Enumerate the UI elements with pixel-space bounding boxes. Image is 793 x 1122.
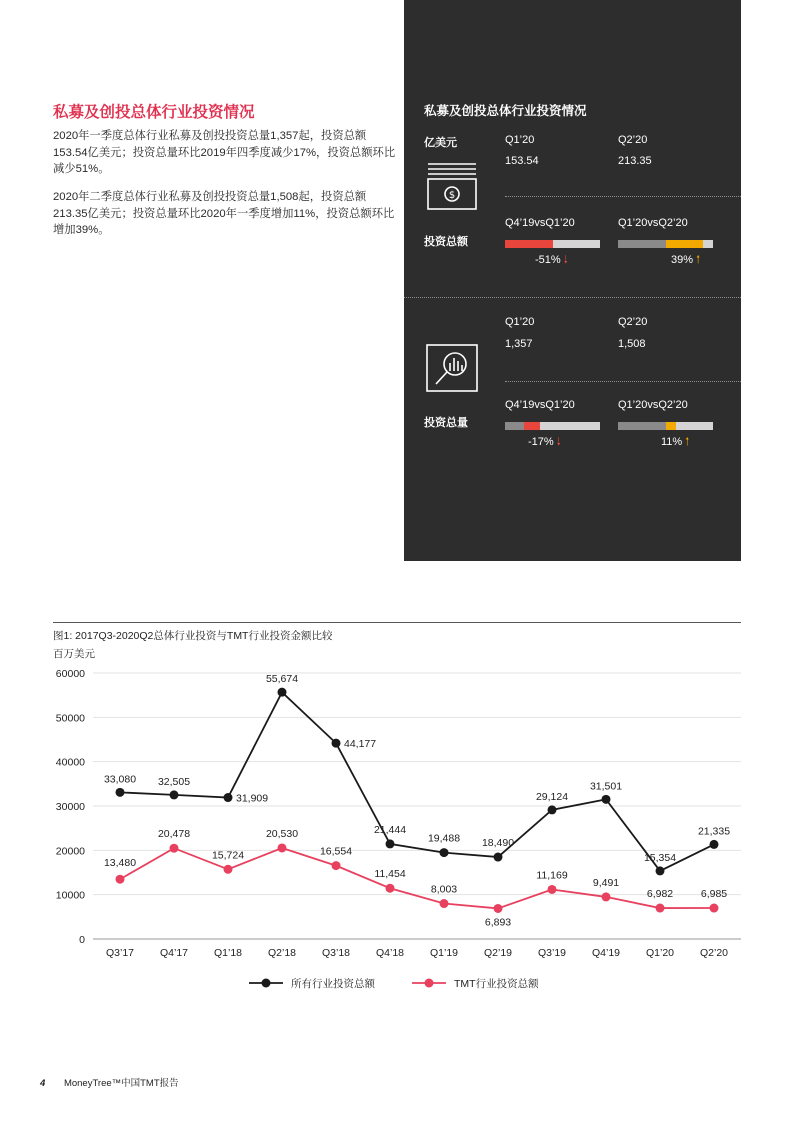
data-label: 16,554	[319, 845, 353, 858]
count-cmp2-pct: 11%	[661, 436, 683, 448]
arrow-down-icon: 🠓	[563, 254, 568, 266]
section-title: 私募及创投总体行业投资情况	[53, 104, 255, 121]
data-point	[710, 904, 719, 913]
x-tick-label: Q2’19	[483, 947, 513, 959]
x-tick-label: Q3’19	[537, 947, 567, 959]
amount-unit: 亿美元	[424, 137, 457, 149]
count-q1-value: 1,357	[505, 338, 533, 350]
data-label: 19,488	[427, 832, 461, 845]
data-point	[548, 805, 557, 814]
paragraph-q2: 2020年二季度总体行业私募及创投投资总量1,508起，投资总额213.35亿美元；投资总量环比2020年一季度增加11%，投资总额环比增加39%。	[53, 191, 395, 236]
y-tick-label: 40000	[55, 756, 85, 769]
legend-marker	[262, 979, 271, 988]
data-point	[116, 788, 125, 797]
x-tick-label: Q1’18	[213, 947, 243, 959]
y-tick-label: 10000	[55, 889, 85, 902]
data-point	[656, 866, 665, 875]
footer	[40, 1075, 179, 1089]
amount-cmp1-pct: -51%	[535, 254, 561, 266]
data-label: 29,124	[535, 790, 569, 803]
data-point	[548, 885, 557, 894]
y-tick-label: 20000	[55, 845, 85, 858]
data-point	[494, 904, 503, 913]
data-label: 15,354	[643, 851, 677, 864]
count-label: 投资总量	[424, 417, 468, 429]
page-number: 4	[40, 1078, 46, 1089]
x-tick-label: Q3’17	[105, 947, 135, 959]
count-cmp1-pct: -17%	[528, 436, 554, 448]
arrow-up-icon: 🠑	[696, 254, 701, 266]
data-point	[170, 790, 179, 799]
data-point	[278, 688, 287, 697]
data-label: 6,985	[700, 888, 728, 901]
legend-label: 所有行业投资总额	[291, 978, 375, 990]
data-label: 31,909	[236, 792, 269, 805]
x-tick-label: Q4’18	[375, 947, 405, 959]
legend-label: TMT行业投资总额	[454, 978, 539, 990]
data-label: 32,505	[157, 775, 191, 788]
data-point	[278, 843, 287, 852]
amount-q2-value: 213.35	[618, 155, 652, 167]
data-label: 6,982	[646, 888, 674, 901]
count-cmp1-label: Q4’19vsQ1’20	[505, 399, 575, 411]
amount-q1-value: 153.54	[505, 155, 539, 167]
count-q1-label: Q1’20	[505, 316, 535, 328]
amount-q1-label: Q1’20	[505, 134, 535, 146]
data-label: 31,501	[589, 780, 623, 793]
data-point	[386, 839, 395, 848]
data-point	[224, 793, 233, 802]
data-point	[116, 875, 125, 884]
data-point	[332, 861, 341, 870]
data-point	[440, 848, 449, 857]
y-tick-label: 50000	[55, 712, 85, 725]
legend-marker	[425, 979, 434, 988]
data-point	[386, 884, 395, 893]
x-tick-label: Q4’17	[159, 947, 189, 959]
figure-unit: 百万美元	[53, 648, 95, 660]
data-label: 15,724	[211, 849, 245, 862]
count-q2-label: Q2’20	[618, 316, 648, 328]
series-line	[120, 692, 714, 871]
data-label: 11,454	[374, 868, 406, 881]
data-label: 8,003	[430, 883, 458, 896]
footer-text: MoneyTree™中国TMT报告	[63, 1078, 179, 1089]
data-point	[494, 853, 503, 862]
figure-title: 图1: 2017Q3-2020Q2总体行业投资与TMT行业投资金额比较	[53, 630, 333, 642]
data-label: 18,490	[481, 837, 515, 850]
data-point	[710, 840, 719, 849]
data-point	[440, 899, 449, 908]
data-point	[602, 892, 611, 901]
count-q2-value: 1,508	[618, 338, 646, 350]
data-label: 44,177	[344, 738, 377, 751]
data-label: 13,480	[103, 857, 137, 870]
x-tick-label: Q1’20	[645, 947, 675, 959]
data-point	[656, 904, 665, 913]
data-label: 55,674	[265, 673, 299, 686]
data-label: 6,893	[484, 916, 512, 929]
amount-cmp1-label: Q4’19vsQ1’20	[505, 217, 575, 229]
data-label: 33,080	[103, 773, 137, 786]
arrow-down-icon: 🠓	[556, 436, 561, 448]
amount-cmp2-label: Q1’20vsQ2’20	[618, 217, 688, 229]
data-point	[332, 739, 341, 748]
y-tick-label: 30000	[55, 801, 85, 813]
data-point	[170, 844, 179, 853]
x-tick-label: Q2’18	[267, 947, 297, 959]
x-tick-label: Q2’20	[699, 947, 729, 959]
arrow-up-icon: 🠑	[685, 436, 690, 448]
y-tick-label: 0	[79, 934, 85, 946]
data-label: 21,335	[697, 825, 731, 838]
amount-q2-label: Q2’20	[618, 134, 648, 146]
y-tick-label: 60000	[55, 668, 85, 680]
data-label: 20,478	[157, 828, 191, 841]
x-tick-label: Q4’19	[591, 947, 621, 959]
data-point	[602, 795, 611, 804]
svg-text:$: $	[448, 190, 456, 201]
amount-label: 投资总额	[424, 236, 468, 248]
data-label: 9,491	[592, 876, 620, 889]
data-label: 21,444	[373, 823, 407, 836]
x-tick-label: Q3’18	[321, 947, 351, 959]
amount-cmp2-pct: 39%	[671, 254, 694, 266]
data-label: 11,169	[536, 869, 568, 882]
series-line	[120, 845, 714, 908]
data-point	[224, 865, 233, 874]
paragraph-q1: 2020年一季度总体行业私募及创投投资总量1,357起，投资总额153.54亿美元；投资总量环比2019年四季度减少17%，投资总额环比减少51%。	[53, 130, 396, 175]
x-tick-label: Q1’19	[429, 947, 459, 959]
panel-title: 私募及创投总体行业投资情况	[424, 104, 587, 118]
data-label: 20,530	[265, 827, 299, 840]
count-cmp2-label: Q1’20vsQ2’20	[618, 399, 688, 411]
